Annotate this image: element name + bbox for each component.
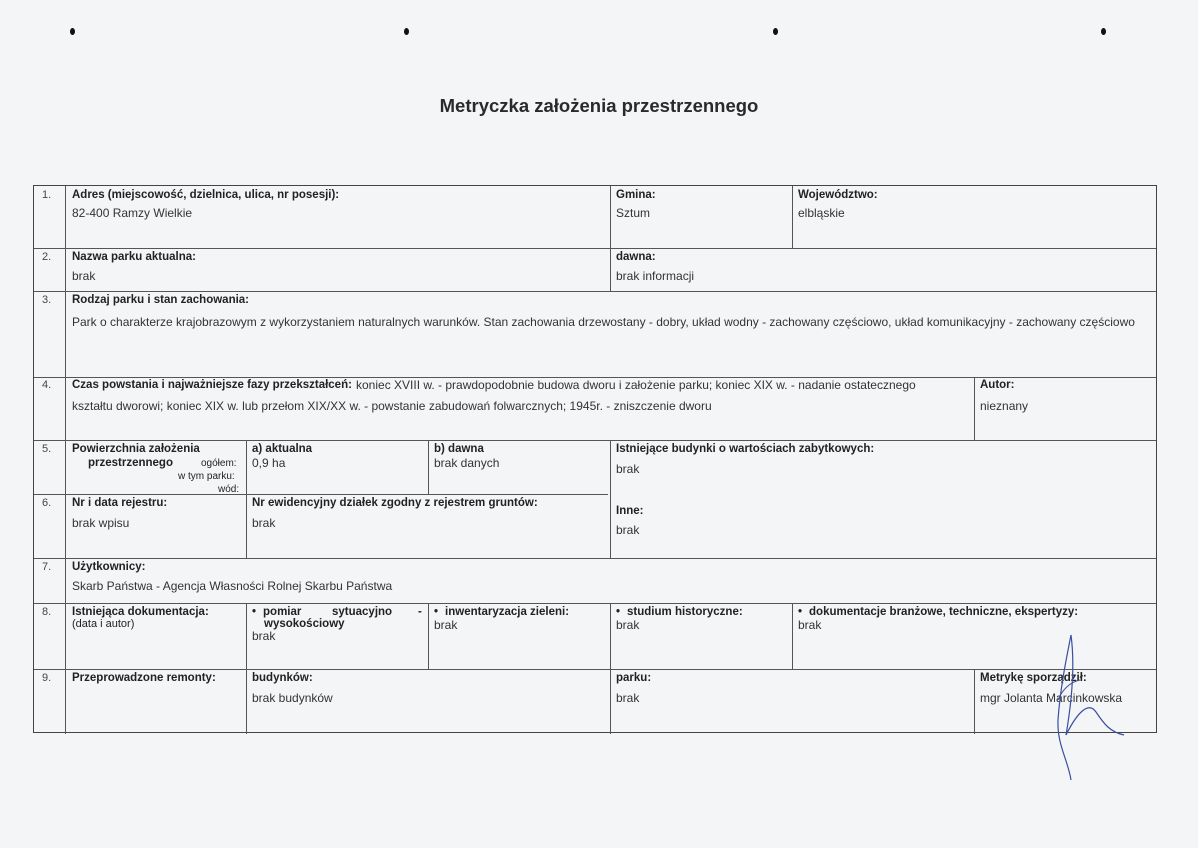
voivodeship-label: Województwo: — [798, 189, 878, 201]
column-divider — [974, 377, 975, 440]
documentation-sublabel: (data i autor) — [72, 618, 135, 630]
area-water-label: wód: — [218, 484, 240, 495]
punch-hole — [70, 28, 75, 35]
history-label: Czas powstania i najważniejsze fazy przekształceń: — [72, 379, 352, 391]
former-name-label: dawna: — [616, 251, 656, 263]
doc-historical-label: • studium historyczne: — [616, 605, 743, 620]
area-former-label: b) dawna — [434, 443, 484, 455]
doc-greenery-value: brak — [434, 618, 458, 632]
renovations-buildings-value: brak budynków — [252, 691, 333, 705]
column-divider — [792, 603, 793, 669]
doc-survey-value: brak — [252, 629, 276, 643]
column-divider — [610, 603, 611, 669]
row-divider — [34, 669, 1156, 670]
column-divider — [246, 440, 247, 558]
prepared-by-label: Metrykę sporządził: — [980, 672, 1087, 684]
row-divider — [34, 558, 1156, 559]
column-divider — [974, 669, 975, 734]
row-number: 3. — [42, 294, 52, 306]
doc-historical-value: brak — [616, 618, 640, 632]
column-divider — [428, 603, 429, 669]
address-value: 82-400 Ramzy Wielkie — [72, 206, 193, 220]
column-divider — [246, 603, 247, 669]
row-number: 4. — [42, 379, 52, 391]
doc-technical-label: • dokumentacje branżowe, techniczne, ekspertyzy: — [798, 605, 1078, 620]
area-current-value: 0,9 ha — [252, 456, 286, 470]
gmina-value: Sztum — [616, 206, 651, 220]
register-value: brak wpisu — [72, 516, 130, 530]
other-label: Inne: — [616, 505, 644, 517]
row-number: 5. — [42, 443, 52, 455]
history-value-line1: koniec XVIII w. - prawdopodobnie budowa dworu i założenie parku; koniec XIX w. - nadanie ostatecznego — [356, 378, 916, 392]
users-value: Skarb Państwa - Agencja Własności Rolnej Skarbu Państwa — [72, 579, 393, 593]
area-current-label: a) aktualna — [252, 443, 313, 455]
former-name-value: brak informacji — [616, 269, 695, 283]
punch-hole — [773, 28, 778, 35]
renovations-park-label: parku: — [616, 672, 652, 684]
row-number: 8. — [42, 606, 52, 618]
column-divider — [610, 669, 611, 734]
users-label: Użytkownicy: — [72, 561, 146, 573]
historic-buildings-label: Istniejące budynki o wartościach zabytkowych: — [616, 443, 875, 455]
row-divider — [34, 291, 1156, 292]
plots-value: brak — [252, 516, 276, 530]
area-total-label: ogółem: — [201, 458, 237, 469]
column-divider — [610, 186, 611, 248]
punch-hole — [404, 28, 409, 35]
park-type-label: Rodzaj parku i stan zachowania: — [72, 294, 250, 306]
prepared-by-value: mgr Jolanta Marcinkowska — [980, 691, 1123, 705]
voivodeship-value: elbląskie — [798, 206, 845, 220]
row-number: 9. — [42, 672, 52, 684]
row-divider — [34, 494, 608, 495]
historic-buildings-value: brak — [616, 462, 640, 476]
author-value: nieznany — [980, 399, 1029, 413]
history-value-line2: kształtu dworowi; koniec XIX w. lub przełom XIX/XX w. - powstanie zabudowań folwarcznych; 1945r. - zniszczenie dworu — [72, 399, 712, 413]
row-divider — [34, 440, 1156, 441]
area-former-value: brak danych — [434, 456, 500, 470]
renovations-buildings-label: budynków: — [252, 672, 313, 684]
register-label: Nr i data rejestru: — [72, 497, 168, 509]
column-divider — [610, 440, 611, 558]
row-number: 6. — [42, 497, 52, 509]
address-label: Adres (miejscowość, dzielnica, ulica, nr posesji): — [72, 189, 340, 201]
gmina-label: Gmina: — [616, 189, 656, 201]
metric-form — [33, 185, 1157, 733]
row-number: 2. — [42, 251, 52, 263]
renovations-label: Przeprowadzone remonty: — [72, 672, 216, 684]
doc-survey-label-2: sytuacyjno — [332, 606, 393, 618]
page-title: Metryczka założenia przestrzennego — [439, 95, 759, 116]
column-divider — [65, 186, 66, 734]
row-number: 1. — [42, 189, 52, 201]
park-type-value: Park o charakterze krajobrazowym z wykorzystaniem naturalnych warunków. Stan zachowania drzewostany - dobry, układ wodny - zachowany częściowo, układ komunikacyjny - zachowany częściowo — [72, 315, 1135, 329]
area-label: Powierzchnia założenia — [72, 443, 200, 455]
park-name-value: brak — [72, 269, 96, 283]
row-divider — [34, 603, 1156, 604]
row-number: 7. — [42, 561, 52, 573]
doc-greenery-label: • inwentaryzacja zieleni: — [434, 605, 569, 620]
park-name-label: Nazwa parku aktualna: — [72, 251, 196, 263]
row-divider — [34, 248, 1156, 249]
column-divider — [428, 440, 429, 494]
column-divider — [246, 669, 247, 734]
documentation-label: Istniejąca dokumentacja: — [72, 606, 209, 618]
area-park-label: w tym parku: — [178, 471, 235, 482]
doc-technical-value: brak — [798, 618, 822, 632]
doc-survey-label-4: wysokościowy — [264, 618, 345, 630]
punch-hole — [1101, 28, 1106, 35]
doc-survey-label: • pomiar — [252, 605, 301, 620]
column-divider — [610, 248, 611, 291]
other-value: brak — [616, 523, 640, 537]
doc-survey-label-3: - — [418, 606, 422, 618]
plots-label: Nr ewidencyjny działek zgodny z rejestrem gruntów: — [252, 497, 538, 509]
author-label: Autor: — [980, 379, 1015, 391]
renovations-park-value: brak — [616, 691, 640, 705]
area-label: przestrzennego — [88, 457, 173, 469]
column-divider — [792, 186, 793, 248]
